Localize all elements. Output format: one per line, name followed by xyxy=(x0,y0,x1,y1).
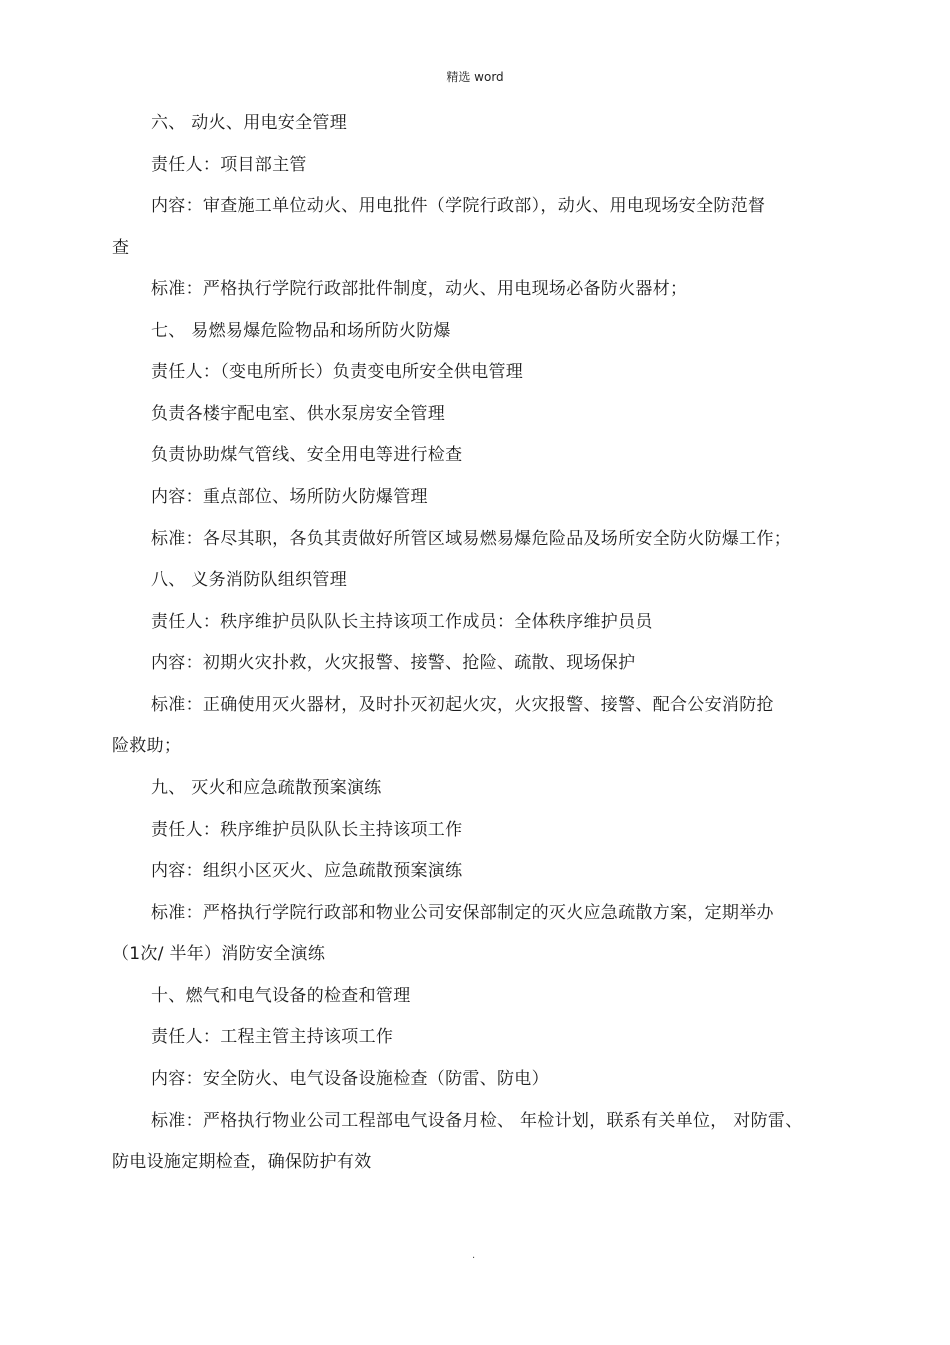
section-7-standard: 标准：各尽其职，各负其责做好所管区域易燃易爆危险品及场所安全防火防爆工作； xyxy=(151,529,792,549)
section-10-content: 内容：安全防火、电气设备设施检查（防雷、防电） xyxy=(151,1069,549,1089)
section-9-standard-cont: （1次/ 半年）消防安全演练 xyxy=(112,944,326,964)
section-10-standard-cont: 防电设施定期检查，确保防护有效 xyxy=(112,1152,372,1172)
section-9-heading: 九、 灭火和应急疏散预案演练 xyxy=(151,778,382,798)
section-7-owner: 责任人：（变电所所长）负责变电所安全供电管理 xyxy=(151,362,524,382)
section-10-standard: 标准：严格执行物业公司工程部电气设备月检、 年检计划，联系有关单位， 对防雷、 xyxy=(151,1111,803,1131)
page-footer-mark: . xyxy=(472,1250,476,1261)
section-8-owner: 责任人：秩序维护员队队长主持该项工作成员：全体秩序维护员员 xyxy=(151,612,653,632)
section-10-heading: 十、燃气和电气设备的检查和管理 xyxy=(151,986,411,1006)
section-7-duty-3: 负责协助煤气管线、安全用电等进行检查 xyxy=(151,445,463,465)
section-7-heading: 七、 易燃易爆危险物品和场所防火防爆 xyxy=(151,321,451,341)
section-6-standard: 标准：严格执行学院行政部批件制度，动火、用电现场必备防火器材； xyxy=(151,279,688,299)
section-6-owner: 责任人：项目部主管 xyxy=(151,155,307,175)
section-8-standard: 标准：正确使用灭火器材，及时扑灭初起火灾，火灾报警、接警、配合公安消防抢 xyxy=(151,695,774,715)
section-8-standard-cont: 险救助； xyxy=(112,736,182,756)
section-9-owner: 责任人：秩序维护员队队长主持该项工作 xyxy=(151,820,463,840)
page-header: 精选 word xyxy=(446,70,504,84)
section-9-content: 内容：组织小区灭火、应急疏散预案演练 xyxy=(151,861,463,881)
section-7-duty-2: 负责各楼宇配电室、供水泵房安全管理 xyxy=(151,404,446,424)
section-7-content: 内容：重点部位、场所防火防爆管理 xyxy=(151,487,428,507)
section-6-content: 内容：审查施工单位动火、用电批件（学院行政部），动火、用电现场安全防范督 xyxy=(151,196,766,216)
section-9-standard: 标准：严格执行学院行政部和物业公司安保部制定的灭火应急疏散方案，定期举办 xyxy=(151,903,774,923)
section-6-content-cont: 查 xyxy=(112,238,130,258)
section-6-heading: 六、 动火、用电安全管理 xyxy=(151,113,348,133)
section-10-owner: 责任人：工程主管主持该项工作 xyxy=(151,1027,394,1047)
section-8-content: 内容：初期火灾扑救，火灾报警、接警、抢险、疏散、现场保护 xyxy=(151,653,636,673)
section-8-heading: 八、 义务消防队组织管理 xyxy=(151,570,348,590)
